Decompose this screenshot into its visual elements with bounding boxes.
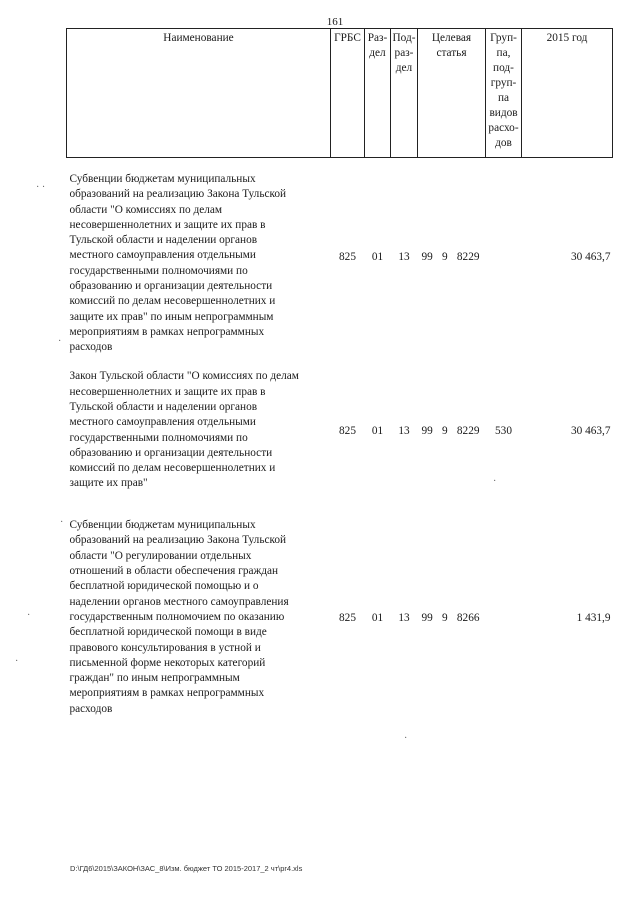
row-name: Субвенции бюджетам муниципальных образований на реализацию Закона Тульской области "О комиссиях по делам несовершеннолетних и защите их прав в Тульской области и наделении органов местного самоуправления отдельными государственными полномочиями по образованию и организации деятельности комиссий по делам несовершеннолетних и защите их прав" по иным непрограммным мероприятиям в рамках непрограммных расходов: [69, 173, 287, 354]
page-number: 161: [326, 16, 344, 28]
row-grbs: 825: [339, 611, 356, 624]
row-target: [418, 356, 486, 506]
header-target: Целевая статья: [418, 29, 486, 158]
budget-table: [66, 28, 613, 730]
scan-speck: ·: [58, 336, 62, 347]
header-name: Наименование: [67, 29, 331, 158]
row-amount: 30 463,7: [570, 424, 611, 437]
scan-speck: ·: [404, 733, 408, 744]
header-year: 2015 год: [522, 29, 613, 158]
header-grbs: ГРБС: [331, 29, 365, 158]
row-podrazdel: 13: [398, 424, 410, 437]
target-part-code: 8229: [456, 250, 480, 263]
row-grbs: 825: [339, 250, 356, 263]
table-row: [67, 158, 613, 356]
row-razdel: 01: [371, 250, 384, 263]
target-part-code: 8229: [456, 424, 480, 437]
target-part-program: 99: [421, 611, 433, 624]
row-group: 530: [495, 424, 512, 437]
header-podrazdel: Под- раз- дел: [391, 29, 418, 158]
scan-speck: ·: [60, 517, 64, 528]
row-group: [486, 158, 522, 356]
row-podrazdel: 13: [398, 611, 410, 624]
target-part-program: 99: [421, 424, 433, 437]
scan-speck: ·: [27, 610, 31, 621]
target-part-sub: 9: [442, 250, 448, 263]
header-group: Груп- па, под- груп- па видов расхо- дов: [486, 29, 522, 158]
target-part-program: 99: [421, 250, 433, 263]
scan-speck: ·: [15, 656, 19, 667]
table-row: [67, 356, 613, 506]
scan-speck: · ·: [36, 182, 46, 193]
row-grbs: 825: [339, 424, 356, 437]
table-row: [67, 506, 613, 730]
file-path-footer: D:\ГД6\2015\ЗАКОН\ЗАС_8\Изм. бюджет ТО 2015-2017_2 чт\pr4.xls: [70, 864, 303, 873]
row-name: Закон Тульской области "О комиссиях по делам несовершеннолетних и защите их прав в Тульской области и наделении органов местного самоуправления отдельными государственными полномочиями по образованию и организации деятельности комиссий по делам несовершеннолетних и защите их прав": [69, 370, 299, 490]
row-target: [418, 506, 486, 730]
row-razdel: 01: [371, 611, 384, 624]
target-part-sub: 9: [442, 424, 448, 437]
row-group: [486, 506, 522, 730]
target-part-code: 8266: [456, 611, 480, 624]
target-part-sub: 9: [442, 611, 448, 624]
row-name: Субвенции бюджетам муниципальных образований на реализацию Закона Тульской области "О регулировании отдельных отношений в области обеспечения граждан бесплатной юридической помощью и о наделении органов местного самоуправления государственным полномочием по оказанию бесплатной юридической помощи в виде правового консультирования в устной и письменной форме некоторых категорий граждан" по иным непрограммным мероприятиям в рамках непрограммных расходов: [69, 519, 289, 715]
header-razdel: Раз- дел: [365, 29, 391, 158]
row-podrazdel: 13: [398, 250, 410, 263]
row-amount: 30 463,7: [570, 250, 611, 263]
row-amount: 1 431,9: [576, 611, 611, 624]
row-target: [418, 158, 486, 356]
scan-speck: ·: [493, 476, 497, 487]
row-razdel: 01: [371, 424, 384, 437]
header-row: [67, 29, 613, 158]
